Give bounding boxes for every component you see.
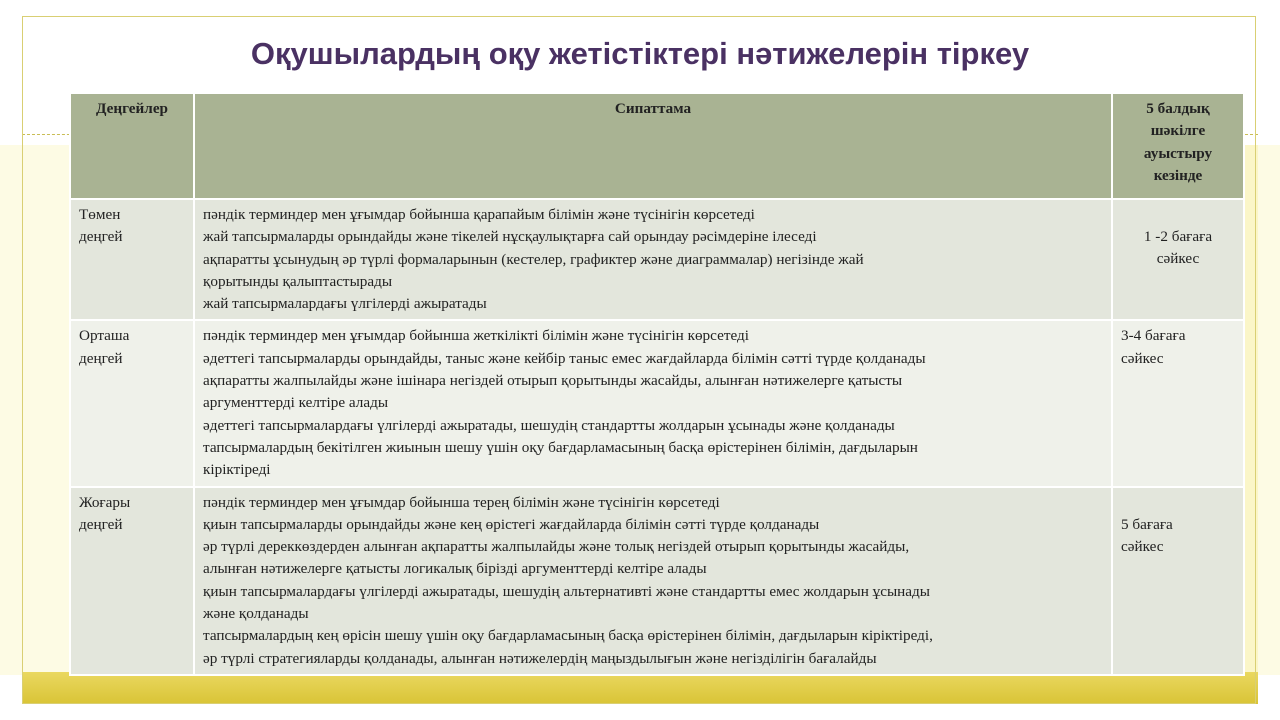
description-line: әр түрлі дереккөздерден алынған ақпаратты жалпылайды және толық негіздей отырып қорытынды жасайды, [203,538,910,556]
description-cell [194,320,1112,486]
level-label: деңгей [79,349,123,367]
level-label: Орташа [79,327,130,345]
achievement-table [69,92,1245,676]
description-line: ақпаратты ұсынудың әр түрлі формаларынын (кестелер, графиктер және диаграммалар) негізінде жай [203,250,864,268]
level-cell [70,199,194,320]
header-grade-line: 5 балдық [1146,100,1210,117]
level-label: деңгей [79,228,123,246]
grade-cell [1112,199,1244,320]
description-line: ақпаратты жалпылайды және ішінара негіздей отырып қорытынды жасайды, алынған нәтижелерге қатысты [203,372,903,390]
grade-label: 3-4 бағаға [1121,327,1186,345]
header-grade [1112,93,1244,199]
description-line: қорытынды қалыптастырады [203,272,393,290]
table-row-medium [70,320,1244,486]
description-line: әр түрлі стратегияларды қолданады, алынған нәтижелердің маңыздылығын және негізділігін бағалайды [203,649,877,667]
description-line: пәндік терминдер мен ұғымдар бойынша терең білімін және түсінігін көрсетеді [203,493,720,511]
header-description: Сипаттама [194,93,1112,199]
header-levels: Деңгейлер [70,93,194,199]
grade-cell [1112,487,1244,675]
description-line: тапсырмалардың кең өрісін шешу үшін оқу бағдарламасының басқа өрістерінен білімін, дағдыларын кіріктіреді, [203,627,933,645]
description-line: кіріктіреді [203,461,271,479]
table-row-high [70,487,1244,675]
header-grade-line: шәкілге [1150,122,1206,140]
grade-label: сәйкес [1156,250,1200,268]
description-line: пәндік терминдер мен ұғымдар бойынша жеткілікті білімін және түсінігін көрсетеді [203,327,749,345]
level-cell [70,320,194,486]
description-line: қиын тапсырмалардағы үлгілерді ажыратады, шешудің альтернативті және стандартты емес жолдарын ұсынады [203,582,930,600]
description-cell [194,487,1112,675]
description-line: әдеттегі тапсырмаларды орындайды, таныс және кейбір таныс емес жағдайларда білімін сәтті түрде қолданады [203,349,926,367]
description-line: қиын тапсырмаларды орындайды және кең өрістегі жағдайларда білімін сәтті түрде қолданады [203,515,820,533]
description-cell [194,199,1112,320]
description-line: жай тапсырмаларды орындайды және тікелей нұсқаулықтарға сай орындау рәсімдеріне ілеседі [203,228,817,246]
description-line: жай тапсырмалардағы үлгілерді ажыратады [203,295,487,313]
level-label: Төмен [79,206,121,223]
grade-label: 1 -2 бағаға [1143,228,1213,245]
table-row-low [70,199,1244,320]
slide-title: Оқушылардың оқу жетістіктері нәтижелерін тіркеу [250,36,1030,71]
level-label: Жоғары [79,493,131,511]
level-label: деңгей [79,515,123,533]
header-grade-line: кезінде [1153,166,1203,184]
description-line: және қолданады [203,605,309,623]
grade-label: сәйкес [1121,349,1164,367]
level-cell [70,487,194,675]
description-line: әдеттегі тапсырмалардағы үлгілерді ажыратады, шешудің стандартты жолдарын ұсынады және қолданады [203,416,895,434]
header-grade-line: ауыстыру [1143,144,1213,162]
description-line: алынған нәтижелерге қатысты логикалық бірізді аргументтерді келтіре алады [203,560,707,578]
table-header-row [70,93,1244,199]
description-line: пәндік терминдер мен ұғымдар бойынша қарапайым білімін және түсінігін көрсетеді [203,206,755,223]
description-line: тапсырмалардың бекітілген жиынын шешу үшін оқу бағдарламасының басқа өрістерінен білімін, дағдыларын [203,438,918,456]
grade-cell [1112,320,1244,486]
description-line: аргументтерді келтіре алады [203,394,389,412]
grade-label: сәйкес [1121,537,1164,555]
grade-label: 5 бағаға [1121,515,1173,533]
